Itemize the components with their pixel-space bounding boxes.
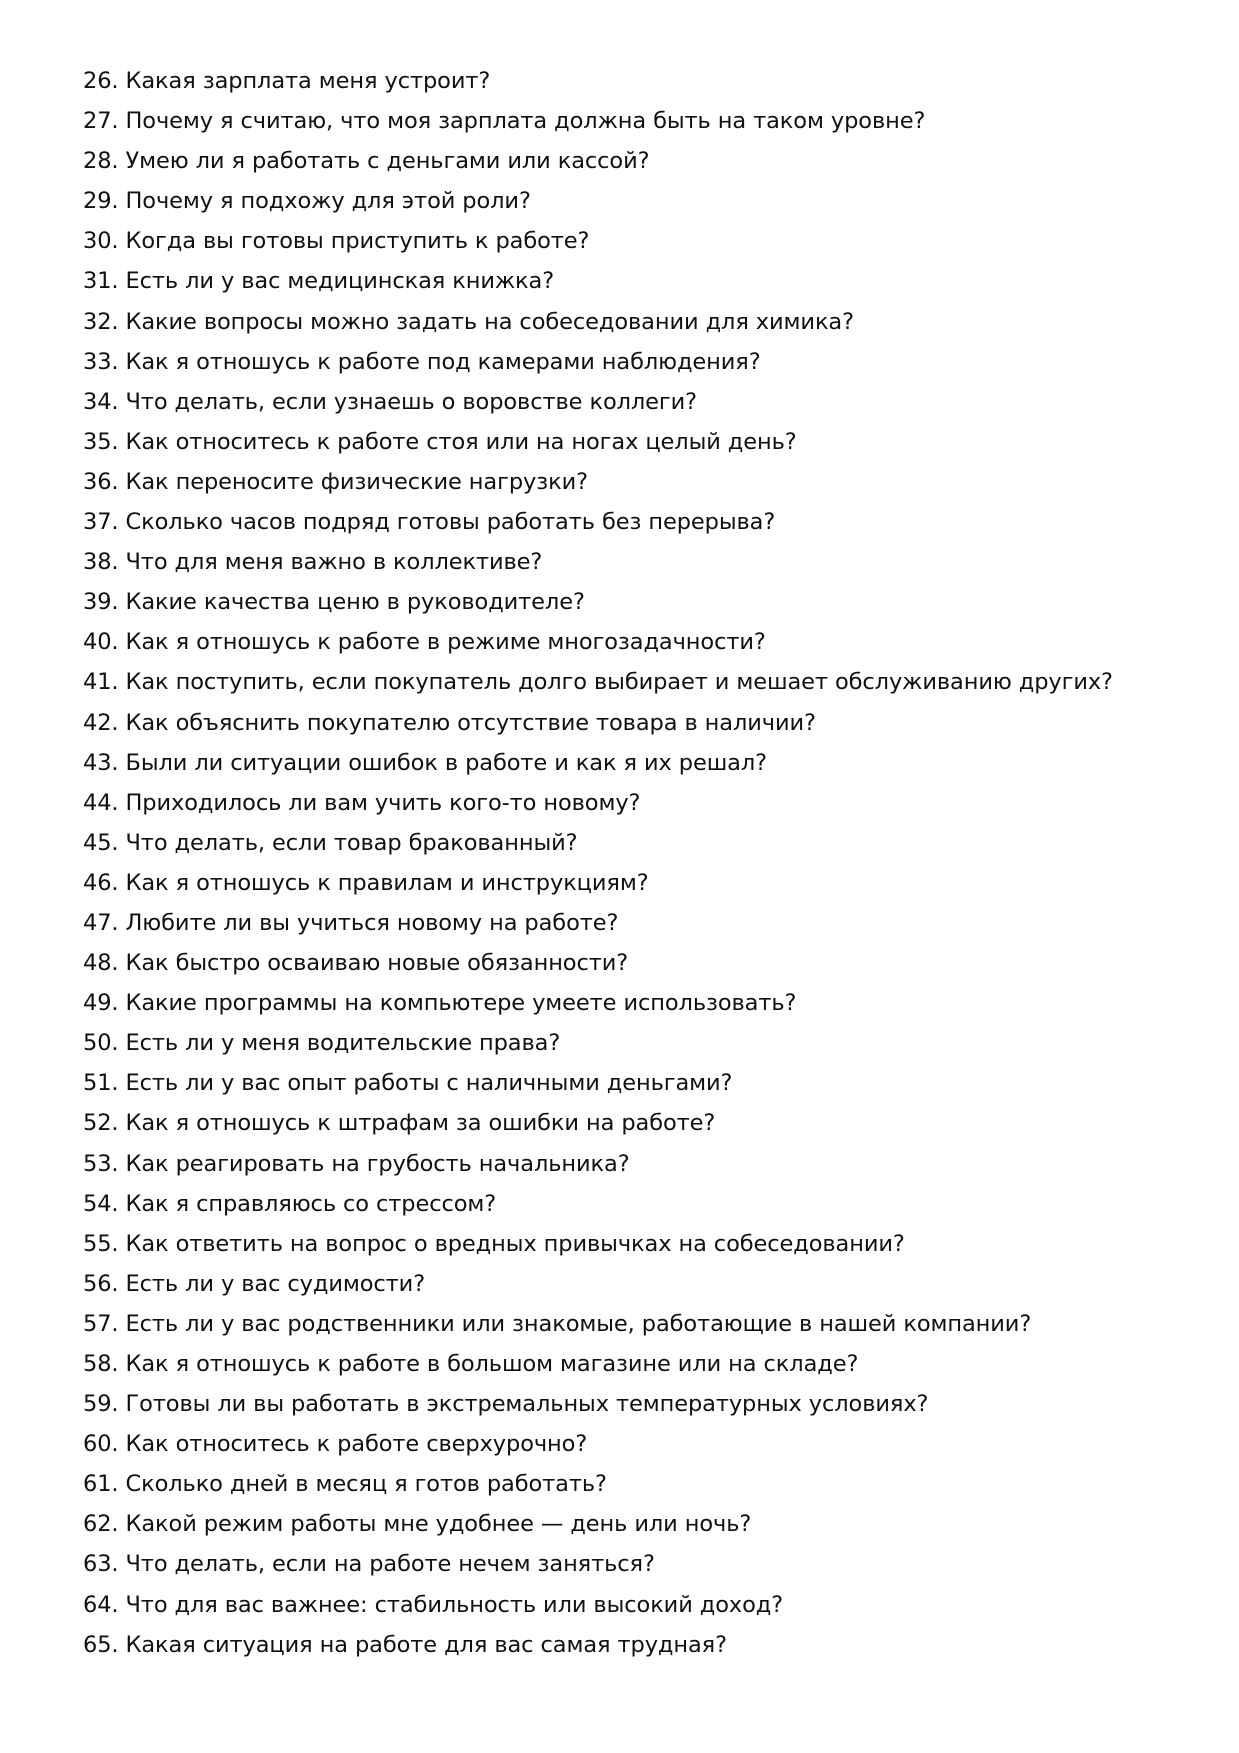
question-item xyxy=(83,783,1113,823)
question-item xyxy=(83,1504,1113,1544)
question-text: Приходилось ли вам учить кого-то новому? xyxy=(125,789,641,816)
question-number: 65. xyxy=(83,1631,119,1658)
question-text: Что делать, если узнаешь о воровстве коллеги? xyxy=(125,388,697,415)
question-number: 26. xyxy=(83,68,119,94)
question-item xyxy=(83,382,1113,422)
question-number: 37. xyxy=(83,509,119,536)
question-item xyxy=(83,181,1113,221)
question-item xyxy=(83,1184,1113,1224)
question-number: 40. xyxy=(83,629,119,656)
question-number: 38. xyxy=(83,549,119,576)
question-text: Как реагировать на грубость начальника? xyxy=(125,1150,630,1177)
question-text: Как переносите физические нагрузки? xyxy=(125,468,588,495)
question-item xyxy=(83,1103,1113,1143)
question-text: Какая ситуация на работе для вас самая трудная? xyxy=(125,1631,727,1658)
question-text: Что для меня важно в коллективе? xyxy=(125,549,543,576)
question-text: Как ответить на вопрос о вредных привычках на собеседовании? xyxy=(125,1230,905,1257)
question-text: Как я отношусь к работе в большом магазине или на складе? xyxy=(125,1351,859,1377)
question-number: 62. xyxy=(83,1511,119,1538)
question-number: 48. xyxy=(83,950,119,977)
question-number: 36. xyxy=(83,468,119,495)
question-number: 42. xyxy=(83,709,119,736)
question-text: Какие программы на компьютере умеете использовать? xyxy=(125,990,797,1017)
question-number: 60. xyxy=(83,1431,119,1458)
question-item xyxy=(83,1544,1113,1584)
question-item xyxy=(83,302,1113,342)
question-item xyxy=(83,943,1113,983)
question-item xyxy=(83,823,1113,863)
question-item xyxy=(83,261,1113,301)
question-number: 58. xyxy=(83,1351,119,1377)
question-item xyxy=(83,221,1113,261)
question-text: Какая зарплата меня устроит? xyxy=(125,68,491,94)
question-text: Какие качества ценю в руководителе? xyxy=(125,589,585,616)
question-number: 34. xyxy=(83,388,119,415)
question-text: Как я отношусь к штрафам за ошибки на работе? xyxy=(125,1110,716,1137)
question-text: Как я отношусь к работе в режиме многозадачности? xyxy=(125,629,766,656)
question-item xyxy=(83,1384,1113,1424)
question-number: 56. xyxy=(83,1270,119,1297)
question-text: Есть ли у вас родственники или знакомые, работающие в нашей компании? xyxy=(125,1310,1032,1337)
question-item xyxy=(83,1585,1113,1625)
question-text: Есть ли у меня водительские права? xyxy=(125,1030,561,1057)
question-item xyxy=(83,342,1113,382)
question-number: 45. xyxy=(83,829,119,856)
question-number: 30. xyxy=(83,228,119,255)
question-text: Как я отношусь к работе под камерами наблюдения? xyxy=(125,348,761,375)
question-item xyxy=(83,1344,1113,1384)
question-text: Сколько дней в месяц я готов работать? xyxy=(125,1471,607,1498)
question-text: Когда вы готовы приступить к работе? xyxy=(125,228,590,255)
question-text: Как я отношусь к правилам и инструкциям? xyxy=(125,869,649,896)
question-text: Почему я подхожу для этой роли? xyxy=(125,188,531,215)
question-number: 32. xyxy=(83,308,119,335)
question-number: 35. xyxy=(83,428,119,455)
question-text: Что делать, если товар бракованный? xyxy=(125,829,578,856)
question-text: Готовы ли вы работать в экстремальных температурных условиях? xyxy=(125,1391,929,1418)
question-number: 64. xyxy=(83,1591,119,1618)
question-number: 44. xyxy=(83,789,119,816)
question-item xyxy=(83,1063,1113,1103)
question-text: Как я справляюсь со стрессом? xyxy=(125,1190,497,1217)
question-text: Есть ли у вас медицинская книжка? xyxy=(125,268,555,295)
question-item xyxy=(83,662,1113,702)
question-text: Умею ли я работать с деньгами или кассой? xyxy=(125,148,650,175)
question-text: Как относитесь к работе сверхурочно? xyxy=(125,1431,588,1458)
question-number: 47. xyxy=(83,909,119,936)
question-item xyxy=(83,462,1113,502)
question-number: 59. xyxy=(83,1391,119,1418)
question-item xyxy=(83,743,1113,783)
question-item xyxy=(83,1264,1113,1304)
question-number: 28. xyxy=(83,148,119,175)
question-text: Как быстро осваиваю новые обязанности? xyxy=(125,950,629,977)
question-item xyxy=(83,141,1113,181)
question-number: 55. xyxy=(83,1230,119,1257)
question-number: 53. xyxy=(83,1150,119,1177)
question-number: 51. xyxy=(83,1070,119,1097)
question-item xyxy=(83,1144,1113,1184)
question-item xyxy=(83,1424,1113,1464)
question-item xyxy=(83,502,1113,542)
question-item xyxy=(83,703,1113,743)
question-item xyxy=(83,1224,1113,1264)
question-item xyxy=(83,1304,1113,1344)
question-number: 27. xyxy=(83,108,119,135)
question-number: 57. xyxy=(83,1310,119,1337)
question-number: 29. xyxy=(83,188,119,215)
question-item xyxy=(83,422,1113,462)
question-number: 49. xyxy=(83,990,119,1017)
question-number: 33. xyxy=(83,348,119,375)
question-text: Любите ли вы учиться новому на работе? xyxy=(125,909,619,936)
question-text: Есть ли у вас судимости? xyxy=(125,1270,426,1297)
question-number: 46. xyxy=(83,869,119,896)
question-number: 39. xyxy=(83,589,119,616)
question-number: 63. xyxy=(83,1551,119,1578)
question-item xyxy=(83,903,1113,943)
question-item xyxy=(83,61,1113,101)
question-number: 54. xyxy=(83,1190,119,1217)
question-text: Какой режим работы мне удобнее — день или ночь? xyxy=(125,1511,752,1538)
question-number: 52. xyxy=(83,1110,119,1137)
question-list xyxy=(83,61,1113,1665)
question-text: Сколько часов подряд готовы работать без перерыва? xyxy=(125,509,776,536)
question-text: Почему я считаю, что моя зарплата должна быть на таком уровне? xyxy=(125,108,926,135)
question-item xyxy=(83,622,1113,662)
question-number: 31. xyxy=(83,268,119,295)
question-item xyxy=(83,863,1113,903)
question-text: Что для вас важнее: стабильность или высокий доход? xyxy=(125,1591,784,1618)
question-item xyxy=(83,101,1113,141)
question-text: Какие вопросы можно задать на собеседовании для химика? xyxy=(125,308,854,335)
question-item xyxy=(83,582,1113,622)
question-text: Как относитесь к работе стоя или на ногах целый день? xyxy=(125,428,797,455)
question-number: 43. xyxy=(83,749,119,776)
question-item xyxy=(83,1023,1113,1063)
question-number: 61. xyxy=(83,1471,119,1498)
question-text: Как поступить, если покупатель долго выбирает и мешает обслуживанию других? xyxy=(125,669,1113,696)
question-text: Были ли ситуации ошибок в работе и как я их решал? xyxy=(125,749,767,776)
question-number: 50. xyxy=(83,1030,119,1057)
question-item xyxy=(83,542,1113,582)
question-item xyxy=(83,1464,1113,1504)
question-item xyxy=(83,983,1113,1023)
question-number: 41. xyxy=(83,669,119,696)
question-item xyxy=(83,1625,1113,1665)
question-text: Как объяснить покупателю отсутствие товара в наличии? xyxy=(125,709,816,736)
question-text: Что делать, если на работе нечем заняться? xyxy=(125,1551,655,1578)
question-text: Есть ли у вас опыт работы с наличными деньгами? xyxy=(125,1070,733,1097)
